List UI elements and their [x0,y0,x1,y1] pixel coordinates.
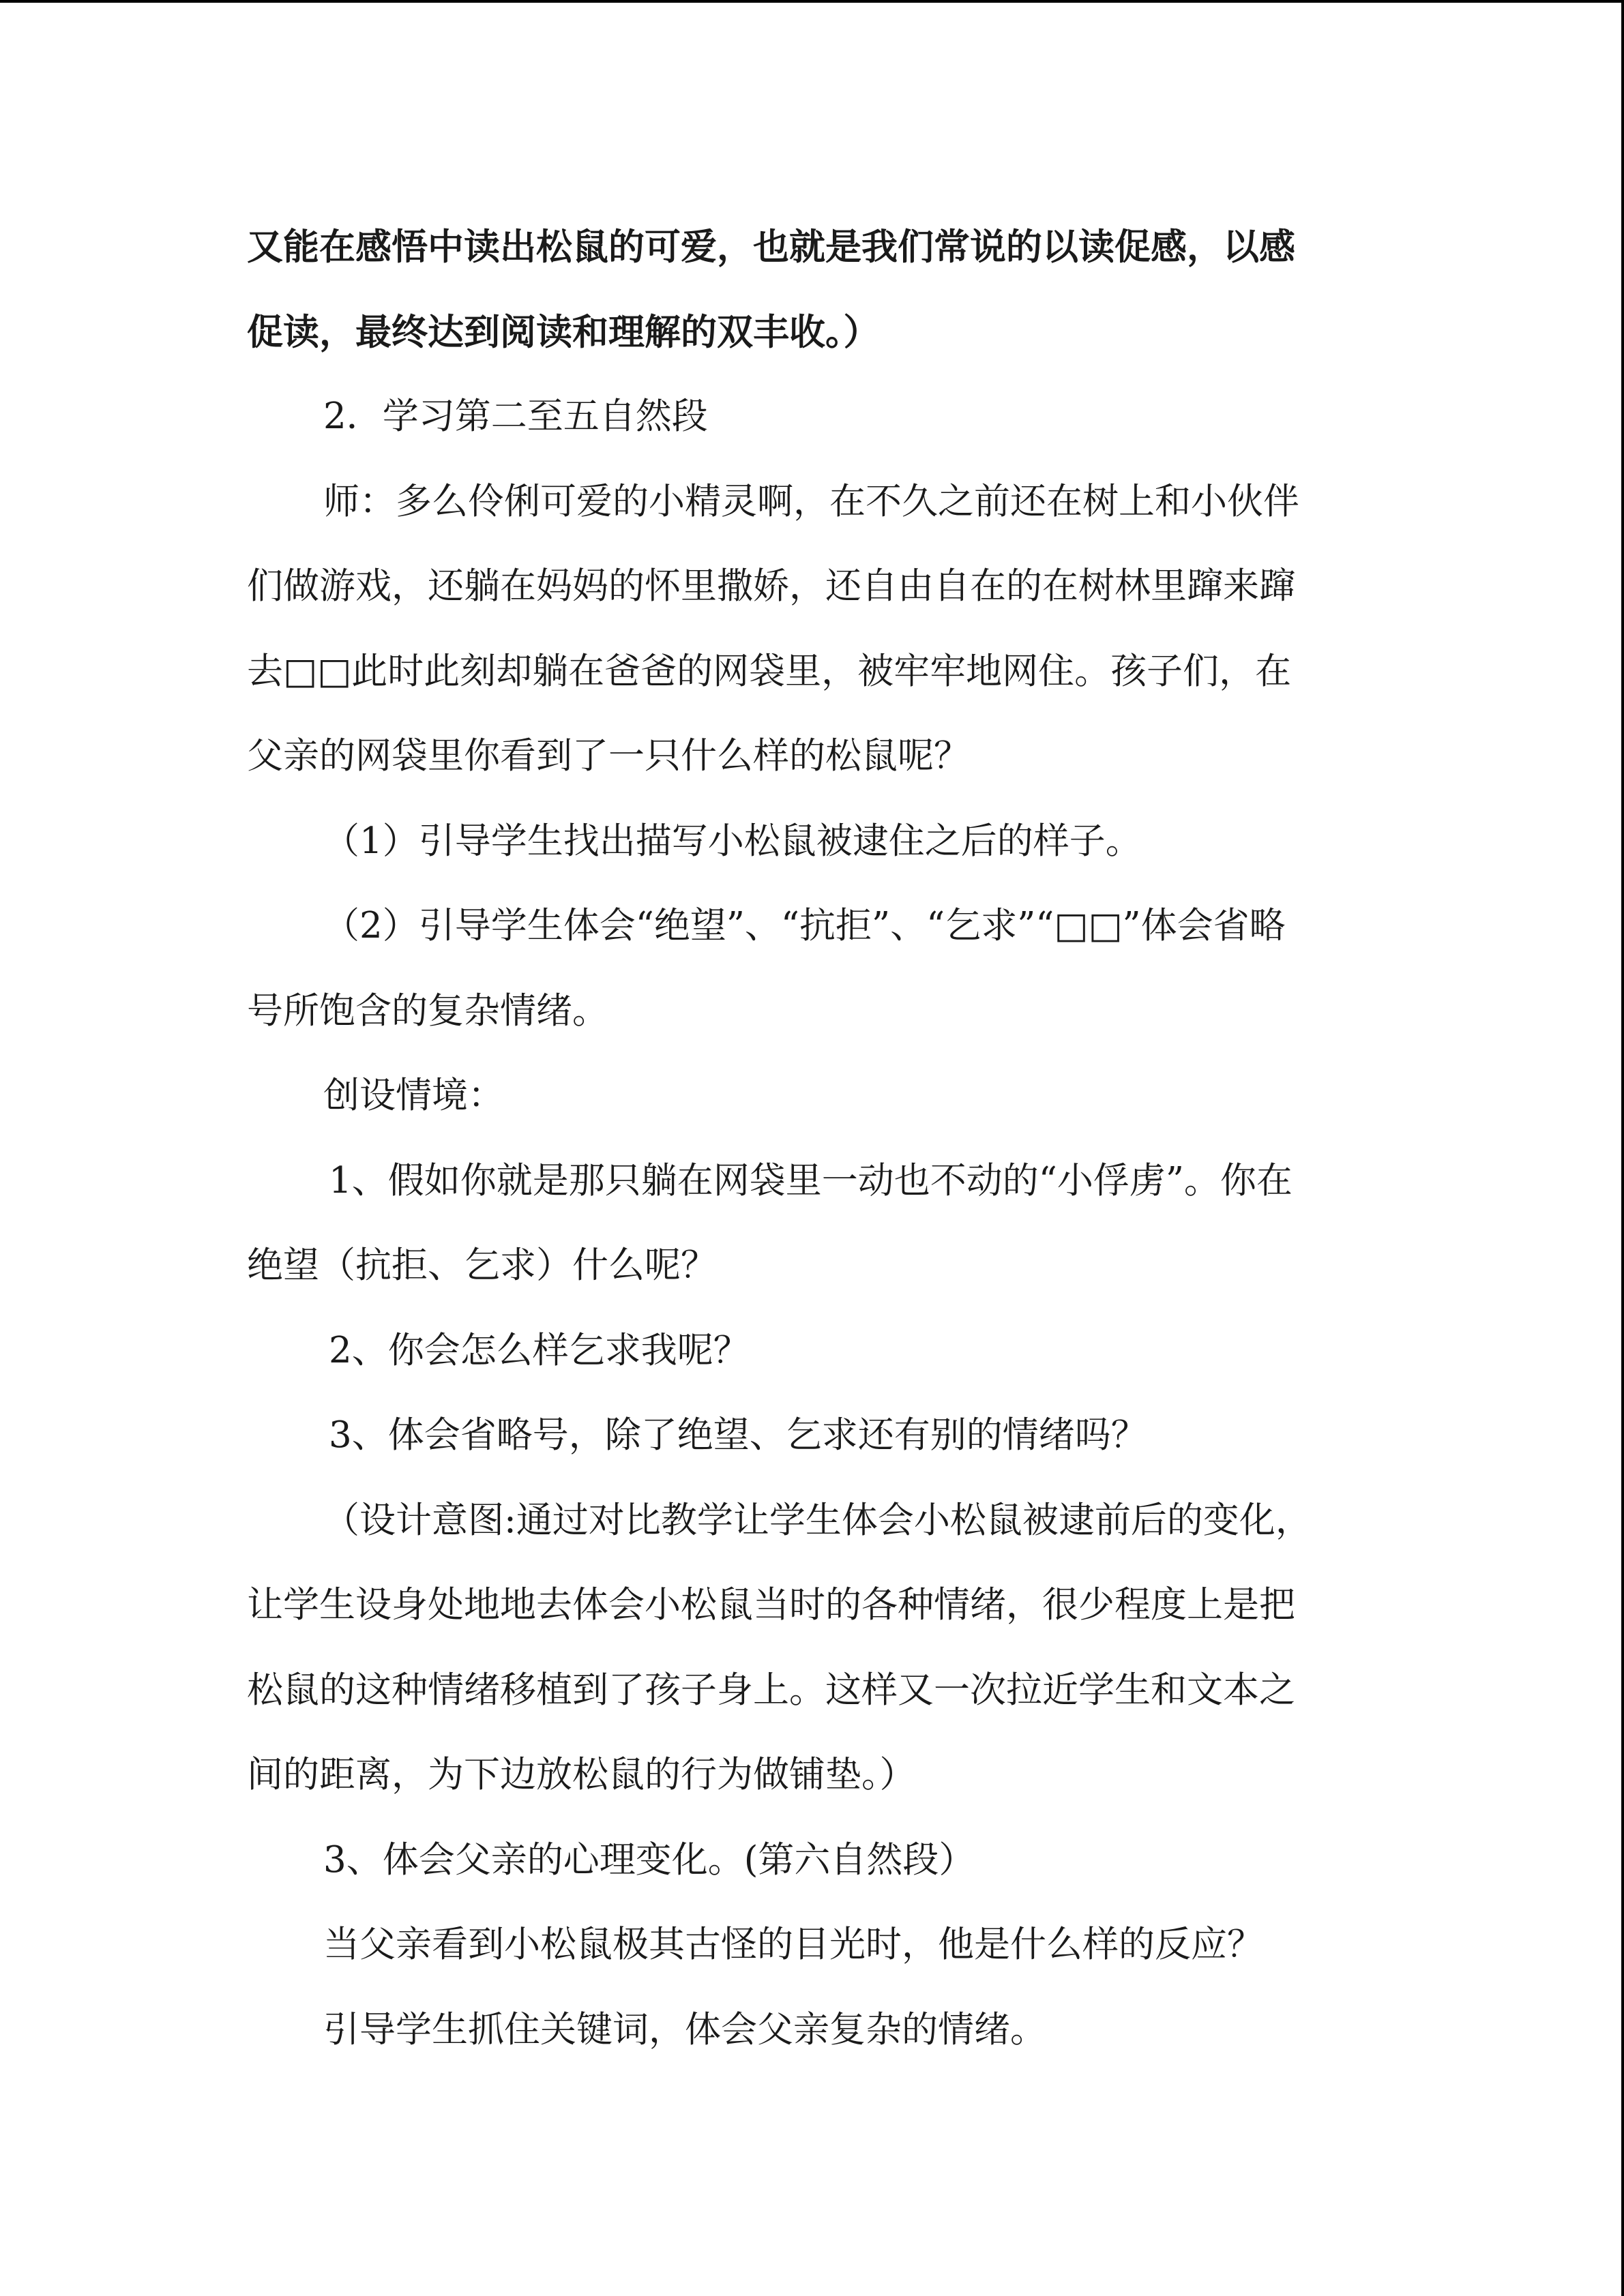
section-heading-father-feelings: 3、体会父亲的心理变化。(第六自然段） [323,1838,975,1881]
scenario-question-3: 3、体会省略号，除了绝望、乞求还有别的情绪吗？ [329,1414,1147,1456]
design-intent-line-2: 让学生设身处地地去体会小松鼠当时的各种情绪，很少程度上是把 [247,1584,1295,1626]
scenario-question-1-line-2: 绝望（抗拒、乞求）什么呢？ [247,1244,717,1286]
design-intent-line-1: （设计意图:通过对比教学让学生体会小松鼠被逮前后的变化， [323,1499,1312,1541]
teacher-speech-line-1: 师：多么伶俐可爱的小精灵啊，在不久之前还在树上和小伙伴 [323,480,1299,522]
guide-step-2-line-1: （2）引导学生体会“绝望”、“抗拒”、“乞求”“□□”体会省略 [323,905,1286,946]
design-note-continued-line-1: 又能在感悟中读出松鼠的可爱，也就是我们常说的以读促感，以感 [247,226,1295,268]
page-top-border [0,0,1624,3]
scenario-question-2: 2、你会怎么样乞求我呢？ [329,1329,750,1371]
teacher-speech-line-3: 去□□此时此刻却躺在爸爸的网袋里，被牢牢地网住。孩子们，在 [247,650,1292,692]
design-note-continued-line-2: 促读，最终达到阅读和理解的双丰收。） [247,310,880,353]
guide-step-2-line-2: 号所饱含的复杂情绪。 [247,989,608,1032]
father-reaction-question: 当父亲看到小松鼠极其古怪的目光时，他是什么样的反应？ [323,1924,1263,1965]
section-heading-paragraphs-2-5: 2．学习第二至五自然段 [323,396,708,437]
page-right-border [1621,0,1624,2296]
teacher-speech-line-4: 父亲的网袋里你看到了一只什么样的松鼠呢？ [247,735,970,777]
design-intent-line-3: 松鼠的这种情绪移植到了孩子身上。这样又一次拉近学生和文本之 [247,1669,1295,1711]
guide-step-1: （1）引导学生找出描写小松鼠被逮住之后的样子。 [323,820,1142,862]
design-intent-line-4: 间的距离，为下边放松鼠的行为做铺垫。） [247,1754,916,1795]
scenario-heading: 创设情境： [323,1075,504,1116]
teacher-speech-line-2: 们做游戏，还躺在妈妈的怀里撒娇，还自由自在的在树林里蹿来蹿 [247,565,1295,607]
father-keywords-guide: 引导学生抓住关键词，体会父亲复杂的情绪。 [323,2008,1046,2051]
scenario-question-1-line-1: 1、假如你就是那只躺在网袋里一动也不动的“小俘虏”。你在 [329,1159,1293,1202]
document-body [247,205,1379,2072]
